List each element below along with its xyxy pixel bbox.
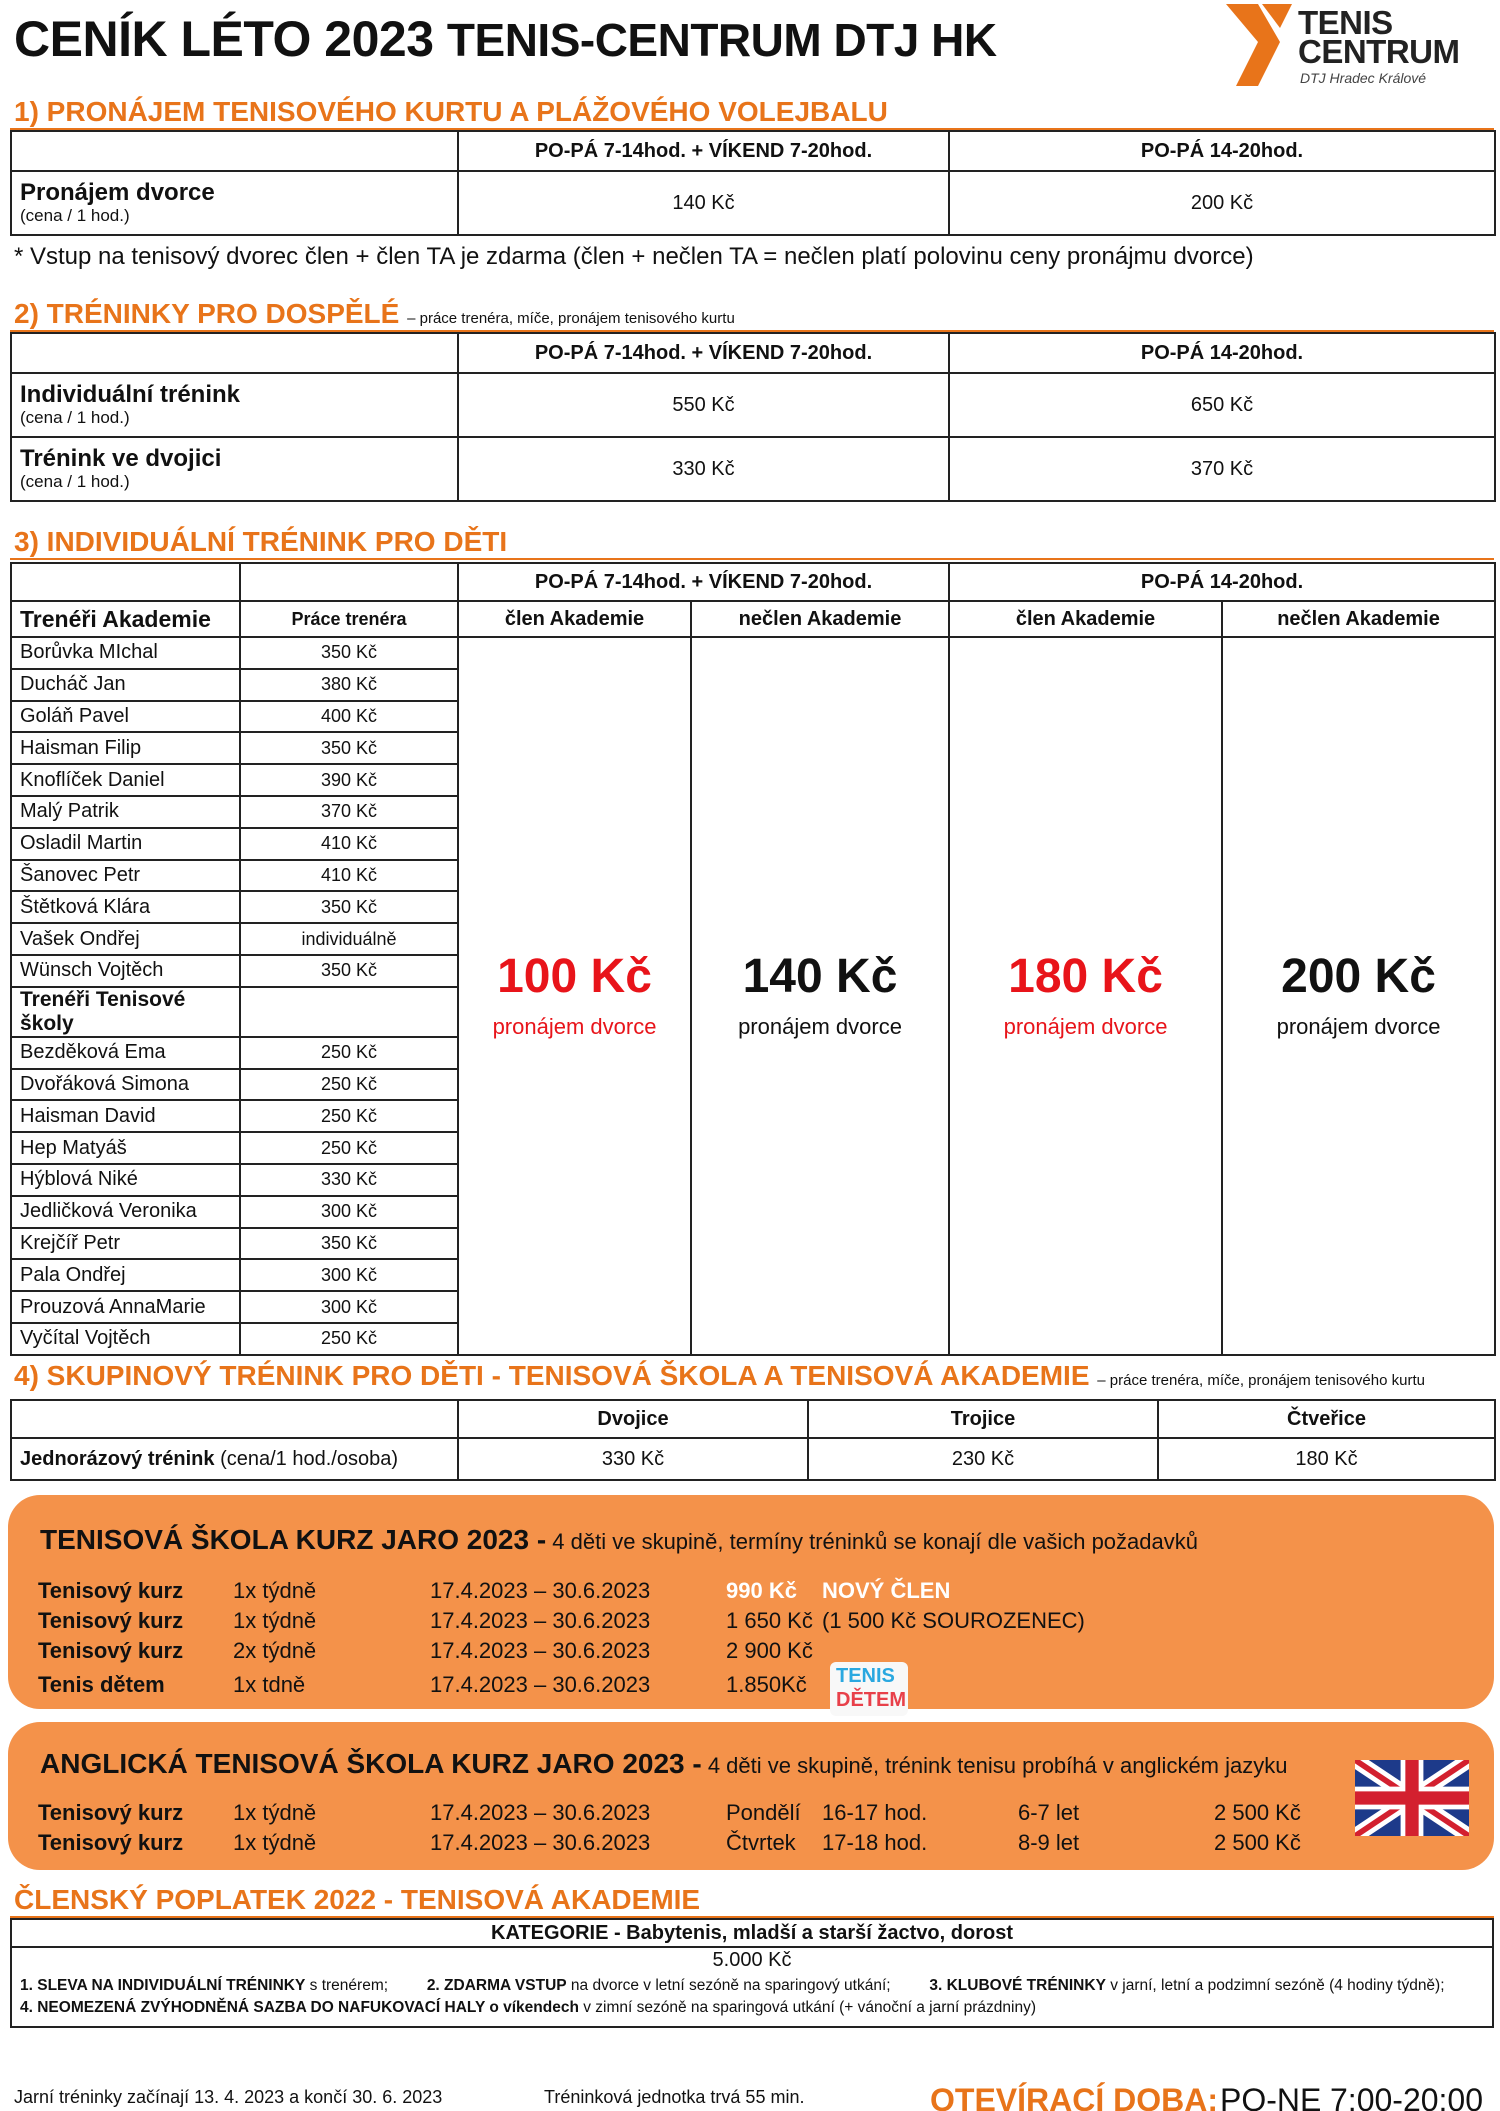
english-course-a: Tenisový kurz <box>38 1830 184 1855</box>
pair-price-b: 370 Kč <box>949 437 1495 501</box>
court-rent-price-a: 140 Kč <box>458 171 949 235</box>
big-price-cell-1 <box>458 637 691 1355</box>
english-course-c: 17.4.2023 – 30.6.2023 <box>430 1830 651 1855</box>
court-rent-label: Pronájem dvorce (cena / 1 hod.) <box>11 171 458 235</box>
section3-rule <box>10 558 1494 560</box>
club-logo <box>1222 2 1494 88</box>
fee-heading: ČLENSKÝ POPLATEK 2022 - TENISOVÁ AKADEMIE <box>14 1884 701 1915</box>
trainer-name: Jedličková Veronika <box>11 1196 240 1228</box>
course-e: (1 500 Kč SOUROZENEC) <box>822 1608 1085 1633</box>
trainer-price: 410 Kč <box>240 860 458 892</box>
trainer-price: 300 Kč <box>240 1259 458 1291</box>
big-price-sub: pronájem dvorce <box>738 1014 902 1040</box>
trainer-price: 330 Kč <box>240 1164 458 1196</box>
trainer-price: 350 Kč <box>240 732 458 764</box>
trainer-price: 300 Kč <box>240 1291 458 1323</box>
title-part1: CENÍK LÉTO 2023 <box>14 11 434 67</box>
trainer-name: Knoflíček Daniel <box>11 764 240 796</box>
season-info: Jarní tréninky začínají 13. 4. 2023 a končí 30. 6. 2023 <box>14 2087 443 2107</box>
col-quads: Čtveřice <box>1158 1400 1495 1438</box>
logo-line1: TENIS <box>1298 4 1393 41</box>
trainer-name: Malý Patrik <box>11 796 240 828</box>
member-a-header: člen Akademie <box>458 601 691 637</box>
trainer-name: Krejčíř Petr <box>11 1228 240 1260</box>
title-part2: TENIS-CENTRUM DTJ HK <box>446 14 997 66</box>
individual-training-row <box>11 373 1495 437</box>
section4-table <box>10 1399 1496 1481</box>
english-school-title: ANGLICKÁ TENISOVÁ ŠKOLA KURZ JARO 2023 - 4 děti ve skupině, trénink tenisu probíhá v anglickém jazyku <box>40 1748 1288 1779</box>
individual-price-b: 650 Kč <box>949 373 1495 437</box>
section1-header-row <box>11 131 1495 171</box>
english-course-f: 8-9 let <box>1018 1830 1080 1855</box>
section2-table <box>10 332 1496 502</box>
trios-price: 230 Kč <box>808 1438 1158 1480</box>
course-d: 990 Kč <box>726 1578 797 1603</box>
english-course-a: Tenisový kurz <box>38 1800 184 1825</box>
member-b-header: člen Akademie <box>949 601 1222 637</box>
empty-cell <box>11 563 240 601</box>
trainer-name: Hep Matyáš <box>11 1132 240 1164</box>
trainer-price: 250 Kč <box>240 1037 458 1069</box>
opening-hours: 7:00-20:00 <box>1330 2082 1484 2111</box>
trainer-price: 250 Kč <box>240 1100 458 1132</box>
trainer-name: Bezděková Ema <box>11 1037 240 1069</box>
trainer-price: 250 Kč <box>240 1323 458 1355</box>
empty-cell <box>11 333 458 373</box>
english-course-e: 16-17 hod. <box>822 1800 928 1825</box>
section1-table <box>10 130 1496 236</box>
section4-note: – práce trenéra, míče, pronájem tenisového kurtu <box>1097 1372 1425 1389</box>
trainer-price: 370 Kč <box>240 796 458 828</box>
trainer-row <box>11 637 1495 669</box>
trainer-price: 350 Kč <box>240 1228 458 1260</box>
pair-training-label: Trénink ve dvojici (cena / 1 hod.) <box>11 437 458 501</box>
course-a: Tenisový kurz <box>38 1578 184 1603</box>
work-header: Práce trenéra <box>240 601 458 637</box>
section4-heading: 4) SKUPINOVÝ TRÉNINK PRO DĚTI - TENISOVÁ ŠKOLA A TENISOVÁ AKADEMIE – práce trenéra, míče, pronájem tenisového kurtu <box>14 1360 1425 1391</box>
trainer-price: 350 Kč <box>240 891 458 923</box>
english-course-g: 2 500 Kč <box>1214 1830 1301 1855</box>
tenis-detem-badge: TENIS DĚTEM <box>830 1662 908 1716</box>
english-course-c: 17.4.2023 – 30.6.2023 <box>430 1800 651 1825</box>
logo-mark-icon <box>1222 2 1294 88</box>
trainer-name: Haisman Filip <box>11 732 240 764</box>
single-training-label: Jednorázový trénink (cena/1 hod./osoba) <box>11 1438 458 1480</box>
section3-heading: 3) INDIVIDUÁLNÍ TRÉNINK PRO DĚTI <box>14 526 508 557</box>
pairs-price: 330 Kč <box>458 1438 808 1480</box>
school-trainers-label: Trenéři Tenisové školy <box>11 987 240 1037</box>
trainer-name: Haisman David <box>11 1100 240 1132</box>
section4-header-row <box>11 1400 1495 1438</box>
course-b: 1x týdně <box>233 1578 317 1603</box>
col-trios: Trojice <box>808 1400 1158 1438</box>
section2-note: – práce trenéra, míče, pronájem tenisového kurtu <box>407 310 735 327</box>
pair-training-row <box>11 437 1495 501</box>
single-training-row <box>11 1438 1495 1480</box>
big-price-sub: pronájem dvorce <box>1276 1014 1441 1040</box>
section2-heading: 2) TRÉNINKY PRO DOSPĚLÉ – práce trenéra, míče, pronájem tenisového kurtu <box>14 298 735 329</box>
trainer-price: 300 Kč <box>240 1196 458 1228</box>
logo-sub: DTJ Hradec Králové <box>1300 70 1427 86</box>
trainer-price: 250 Kč <box>240 1132 458 1164</box>
fee-benefits-row <box>11 1973 1493 2027</box>
trainer-name: Dvořáková Simona <box>11 1069 240 1101</box>
col-weekday-morning-weekend: PO-PÁ 7-14hod. + VÍKEND 7-20hod. <box>458 131 949 171</box>
individual-price-a: 550 Kč <box>458 373 949 437</box>
trainer-name: Borůvka MIchal <box>11 637 240 669</box>
fee-category: KATEGORIE - Babytenis, mladší a starší žactvo, dorost <box>11 1919 1493 1947</box>
page-title <box>14 11 997 67</box>
unit-info: Tréninková jednotka trvá 55 min. <box>544 2087 805 2107</box>
big-price-sub: pronájem dvorce <box>1003 1014 1168 1040</box>
trainer-price: 390 Kč <box>240 764 458 796</box>
trainer-name: Pala Ondřej <box>11 1259 240 1291</box>
big-price: 140 Kč <box>742 950 898 1004</box>
court-rent-price-b: 200 Kč <box>949 171 1495 235</box>
english-course-e: 17-18 hod. <box>822 1830 928 1855</box>
trainer-price: 410 Kč <box>240 828 458 860</box>
big-price-cell-4 <box>1222 637 1495 1355</box>
section3-table <box>10 562 1496 1356</box>
english-course-g: 2 500 Kč <box>1214 1800 1301 1825</box>
col-weekday-morning-weekend: PO-PÁ 7-14hod. + VÍKEND 7-20hod. <box>458 333 949 373</box>
fee-category-row <box>11 1919 1493 1947</box>
trainer-name: Goláň Pavel <box>11 701 240 733</box>
trainer-name: Prouzová AnnaMarie <box>11 1291 240 1323</box>
course-a: Tenis dětem <box>38 1672 165 1697</box>
col-weekday-afternoon: PO-PÁ 14-20hod. <box>949 563 1495 601</box>
course-b: 1x týdně <box>233 1608 317 1633</box>
trainer-name: Vašek Ondřej <box>11 923 240 955</box>
empty-cell <box>240 563 458 601</box>
empty-cell <box>11 1400 458 1438</box>
trainer-name: Ducháč Jan <box>11 669 240 701</box>
opening-label: OTEVÍRACÍ DOBA: <box>930 2082 1218 2111</box>
course-e: NOVÝ ČLEN <box>822 1578 951 1603</box>
trainer-price: 380 Kč <box>240 669 458 701</box>
course-a: Tenisový kurz <box>38 1638 184 1663</box>
uk-flag-icon <box>1355 1760 1469 1836</box>
col-weekday-afternoon: PO-PÁ 14-20hod. <box>949 131 1495 171</box>
fee-amount-row <box>11 1947 1493 1973</box>
section1-heading: 1) PRONÁJEM TENISOVÉHO KURTU A PLÁŽOVÉHO VOLEJBALU <box>14 96 888 127</box>
trainer-price: 350 Kč <box>240 955 458 987</box>
course-c: 17.4.2023 – 30.6.2023 <box>430 1672 651 1697</box>
english-course-b: 1x týdně <box>233 1830 317 1855</box>
col-weekday-afternoon: PO-PÁ 14-20hod. <box>949 333 1495 373</box>
pair-price-a: 330 Kč <box>458 437 949 501</box>
trainers-academy-header: Trenéři Akademie <box>11 601 240 637</box>
english-course-f: 6-7 let <box>1018 1800 1080 1825</box>
nonmember-a-header: nečlen Akademie <box>691 601 949 637</box>
course-d: 2 900 Kč <box>726 1638 813 1663</box>
trainer-name: Wünsch Vojtěch <box>11 955 240 987</box>
trainer-price: individuálně <box>240 923 458 955</box>
trainer-name: Hýblová Niké <box>11 1164 240 1196</box>
course-c: 17.4.2023 – 30.6.2023 <box>430 1578 651 1603</box>
course-b: 1x tdně <box>233 1672 306 1697</box>
trainer-price: 250 Kč <box>240 1069 458 1101</box>
trainer-price: 350 Kč <box>240 637 458 669</box>
trainer-name: Šanovec Petr <box>11 860 240 892</box>
nonmember-b-header: nečlen Akademie <box>1222 601 1495 637</box>
course-d: 1.850Kč <box>726 1672 807 1697</box>
logo-line2: CENTRUM <box>1298 33 1460 70</box>
big-price-cell-2 <box>691 637 949 1355</box>
trainer-name: Vyčítal Vojtěch <box>11 1323 240 1355</box>
section2-header-row <box>11 333 1495 373</box>
big-price: 100 Kč <box>497 950 652 1004</box>
section3-header-row <box>11 601 1495 637</box>
tennis-school-title: TENISOVÁ ŠKOLA KURZ JARO 2023 - 4 děti ve skupině, termíny tréninků se konají dle vašich požadavků <box>40 1524 1198 1555</box>
trainer-price: 400 Kč <box>240 701 458 733</box>
course-c: 17.4.2023 – 30.6.2023 <box>430 1608 651 1633</box>
fee-benefits: 1. SLEVA NA INDIVIDUÁLNÍ TRÉNINKY s trenérem; 2. ZDARMA VSTUP na dvorce v letní sezóně na sparingový utkání; 3. KLUBOVÉ TRÉNINKY v jarní, letní a podzimní sezóně (4 hodiny týdně); 4. NEOMEZENÁ ZVÝHODNĚNÁ SAZBA DO NAFUKOVACÍ HALY o víkendech v zimní sezóně na sparingová utkání (+ vánoční a jarní prázdniny) <box>11 1973 1493 2027</box>
course-c: 17.4.2023 – 30.6.2023 <box>430 1638 651 1663</box>
court-rent-row <box>11 171 1495 235</box>
trainer-name: Štětková Klára <box>11 891 240 923</box>
fee-amount: 5.000 Kč <box>11 1947 1493 1973</box>
section3-time-row <box>11 563 1495 601</box>
opening-days: PO-NE <box>1220 2082 1322 2111</box>
big-price: 200 Kč <box>1281 950 1436 1004</box>
english-course-d: Pondělí <box>726 1800 801 1825</box>
big-price: 180 Kč <box>1008 950 1163 1004</box>
english-course-b: 1x týdně <box>233 1800 317 1825</box>
membership-note: * Vstup na tenisový dvorec člen + člen TA je zdarma (člen + nečlen TA = nečlen platí polovinu ceny pronájmu dvorce) <box>14 243 1254 270</box>
trainer-name: Osladil Martin <box>11 828 240 860</box>
fee-table <box>10 1918 1494 2028</box>
quads-price: 180 Kč <box>1158 1438 1495 1480</box>
col-pairs: Dvojice <box>458 1400 808 1438</box>
individual-training-label: Individuální trénink (cena / 1 hod.) <box>11 373 458 437</box>
course-a: Tenisový kurz <box>38 1608 184 1633</box>
course-d: 1 650 Kč <box>726 1608 813 1633</box>
course-b: 2x týdně <box>233 1638 317 1663</box>
empty-cell <box>240 987 458 1037</box>
empty-cell <box>11 131 458 171</box>
english-course-d: Čtvrtek <box>726 1830 796 1855</box>
big-price-cell-3 <box>949 637 1222 1355</box>
big-price-sub: pronájem dvorce <box>492 1014 657 1040</box>
col-weekday-morning-weekend: PO-PÁ 7-14hod. + VÍKEND 7-20hod. <box>458 563 949 601</box>
